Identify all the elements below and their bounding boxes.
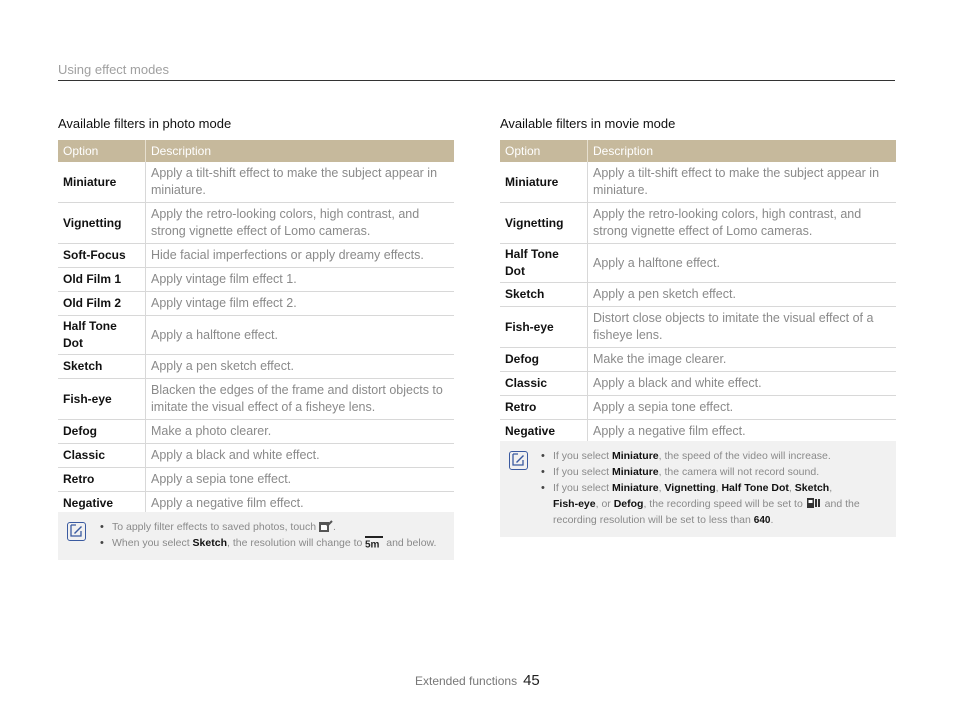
list-item	[98, 535, 448, 551]
note-text: ,	[788, 482, 795, 494]
page-number: 45	[523, 672, 540, 689]
option-cell: Old Film 1	[58, 268, 146, 292]
note-icon	[67, 522, 86, 541]
option-cell: Sketch	[500, 283, 588, 307]
table-row	[500, 307, 896, 348]
option-cell: Vignetting	[58, 203, 146, 244]
note-text: If you select	[553, 466, 612, 478]
table-row	[58, 379, 454, 420]
option-cell: Vignetting	[500, 203, 588, 244]
column-header-option: Option	[58, 140, 146, 162]
column-header-description: Description	[588, 140, 897, 162]
svg-text:5m: 5m	[365, 539, 380, 548]
page-header-title: Using effect modes	[58, 62, 170, 77]
note-bold-text: Miniature	[611, 482, 659, 494]
note-text: If you select	[553, 482, 612, 494]
note-text: .	[333, 521, 336, 533]
table-row	[58, 244, 454, 268]
list-item	[539, 480, 884, 529]
note-text: , the speed of the video will increase.	[658, 450, 831, 462]
description-cell: Apply a halftone effect.	[588, 244, 897, 283]
description-cell: Apply a pen sketch effect.	[588, 283, 897, 307]
note-bold-text: Fish-eye	[553, 498, 596, 510]
column-header-option: Option	[500, 140, 588, 162]
note-bold-text: Defog	[613, 498, 644, 510]
recording-speed-icon	[806, 497, 822, 509]
note-text: ,	[715, 482, 722, 494]
description-cell: Apply a black and white effect.	[588, 372, 897, 396]
option-cell: Classic	[500, 372, 588, 396]
note-bold-text: Vignetting	[664, 482, 716, 494]
table-row	[500, 162, 896, 203]
table-row	[500, 372, 896, 396]
option-cell: Retro	[58, 468, 146, 492]
description-cell: Apply a negative film effect.	[146, 492, 455, 516]
note-text: and below.	[383, 537, 437, 549]
table-header-row	[500, 140, 896, 162]
note-text: ,	[658, 482, 665, 494]
option-cell: Fish-eye	[500, 307, 588, 348]
description-cell: Apply a sepia tone effect.	[146, 468, 455, 492]
note-text: , the camera will not record sound.	[658, 466, 820, 478]
note-text: If you select	[553, 450, 612, 462]
note-text: ,	[829, 482, 833, 494]
movie-filters-title: Available filters in movie mode	[500, 116, 676, 131]
option-cell: Defog	[500, 348, 588, 372]
description-cell: Apply vintage film effect 2.	[146, 292, 455, 316]
movie-filters-table	[500, 140, 896, 444]
option-cell: Half Tone Dot	[58, 316, 146, 355]
option-cell: Sketch	[58, 355, 146, 379]
note-bold-text: Sketch	[794, 482, 830, 494]
description-cell: Apply a tilt-shift effect to make the subject appear in miniature.	[588, 162, 897, 203]
description-cell: Apply the retro-looking colors, high contrast, and strong vignette effect of Lomo cameras.	[588, 203, 897, 244]
description-cell: Hide facial imperfections or apply dreamy effects.	[146, 244, 455, 268]
list-item	[539, 448, 884, 464]
resolution-640-label: 640	[753, 515, 771, 526]
note-icon	[509, 451, 528, 470]
table-row	[58, 420, 454, 444]
option-cell: Defog	[58, 420, 146, 444]
column-header-description: Description	[146, 140, 455, 162]
table-row	[58, 316, 454, 355]
description-cell: Apply a sepia tone effect.	[588, 396, 897, 420]
description-cell: Apply a pen sketch effect.	[146, 355, 455, 379]
list-item	[98, 519, 448, 535]
table-row	[58, 444, 454, 468]
table-row	[500, 244, 896, 283]
movie-filters-section	[500, 116, 896, 444]
table-header-row	[58, 140, 454, 162]
table-row	[500, 420, 896, 444]
option-cell: Miniature	[500, 162, 588, 203]
option-cell: Half Tone Dot	[500, 244, 588, 283]
description-cell: Make a photo clearer.	[146, 420, 455, 444]
description-cell: Apply a black and white effect.	[146, 444, 455, 468]
table-row	[500, 283, 896, 307]
note-bold-text: Miniature	[611, 450, 659, 462]
option-cell: Miniature	[58, 162, 146, 203]
photo-note-box	[58, 512, 454, 560]
note-text: .	[770, 514, 774, 526]
resolution-5m-icon	[365, 536, 383, 548]
photo-filters-title: Available filters in photo mode	[58, 116, 232, 131]
option-cell: Negative	[58, 492, 146, 516]
photo-filters-table	[58, 140, 454, 516]
description-cell: Apply a negative film effect.	[588, 420, 897, 444]
note-text: , or	[595, 498, 614, 510]
footer-section-name: Extended functions	[415, 674, 518, 688]
option-cell: Retro	[500, 396, 588, 420]
description-cell: Make the image clearer.	[588, 348, 897, 372]
option-cell: Classic	[58, 444, 146, 468]
header-divider	[58, 80, 895, 81]
photo-filters-section	[58, 116, 454, 516]
description-cell: Apply vintage film effect 1.	[146, 268, 455, 292]
table-row	[500, 396, 896, 420]
option-cell: Old Film 2	[58, 292, 146, 316]
table-row	[58, 468, 454, 492]
note-text: , the recording speed will be set to	[643, 498, 806, 510]
description-cell: Apply a tilt-shift effect to make the subject appear in miniature.	[146, 162, 455, 203]
movie-note-box	[500, 441, 896, 537]
list-item	[539, 464, 884, 480]
description-cell: Distort close objects to imitate the visual effect of a fisheye lens.	[588, 307, 897, 348]
table-row	[58, 162, 454, 203]
table-row	[58, 203, 454, 244]
note-bold-text: Miniature	[611, 466, 659, 478]
note-text: and the recording resolution will be set to less than	[553, 498, 860, 526]
note-text: When you select	[112, 537, 193, 549]
note-text: To apply filter effects to saved photos, touch	[112, 521, 320, 533]
table-row	[500, 203, 896, 244]
description-cell: Blacken the edges of the frame and distort objects to imitate the visual effect of a fisheye lens.	[146, 379, 455, 420]
page-footer	[415, 672, 540, 689]
table-row	[58, 355, 454, 379]
table-row	[500, 348, 896, 372]
note-bold-text: Sketch	[192, 537, 227, 549]
description-cell: Apply a halftone effect.	[146, 316, 455, 355]
description-cell: Apply the retro-looking colors, high contrast, and strong vignette effect of Lomo cameras.	[146, 203, 455, 244]
option-cell: Fish-eye	[58, 379, 146, 420]
option-cell: Soft-Focus	[58, 244, 146, 268]
note-bold-text: Half Tone Dot	[721, 482, 789, 494]
note-text: , the resolution will change to	[226, 537, 366, 549]
table-row	[58, 268, 454, 292]
table-row	[58, 292, 454, 316]
option-cell: Negative	[500, 420, 588, 444]
edit-photo-icon	[319, 520, 333, 532]
